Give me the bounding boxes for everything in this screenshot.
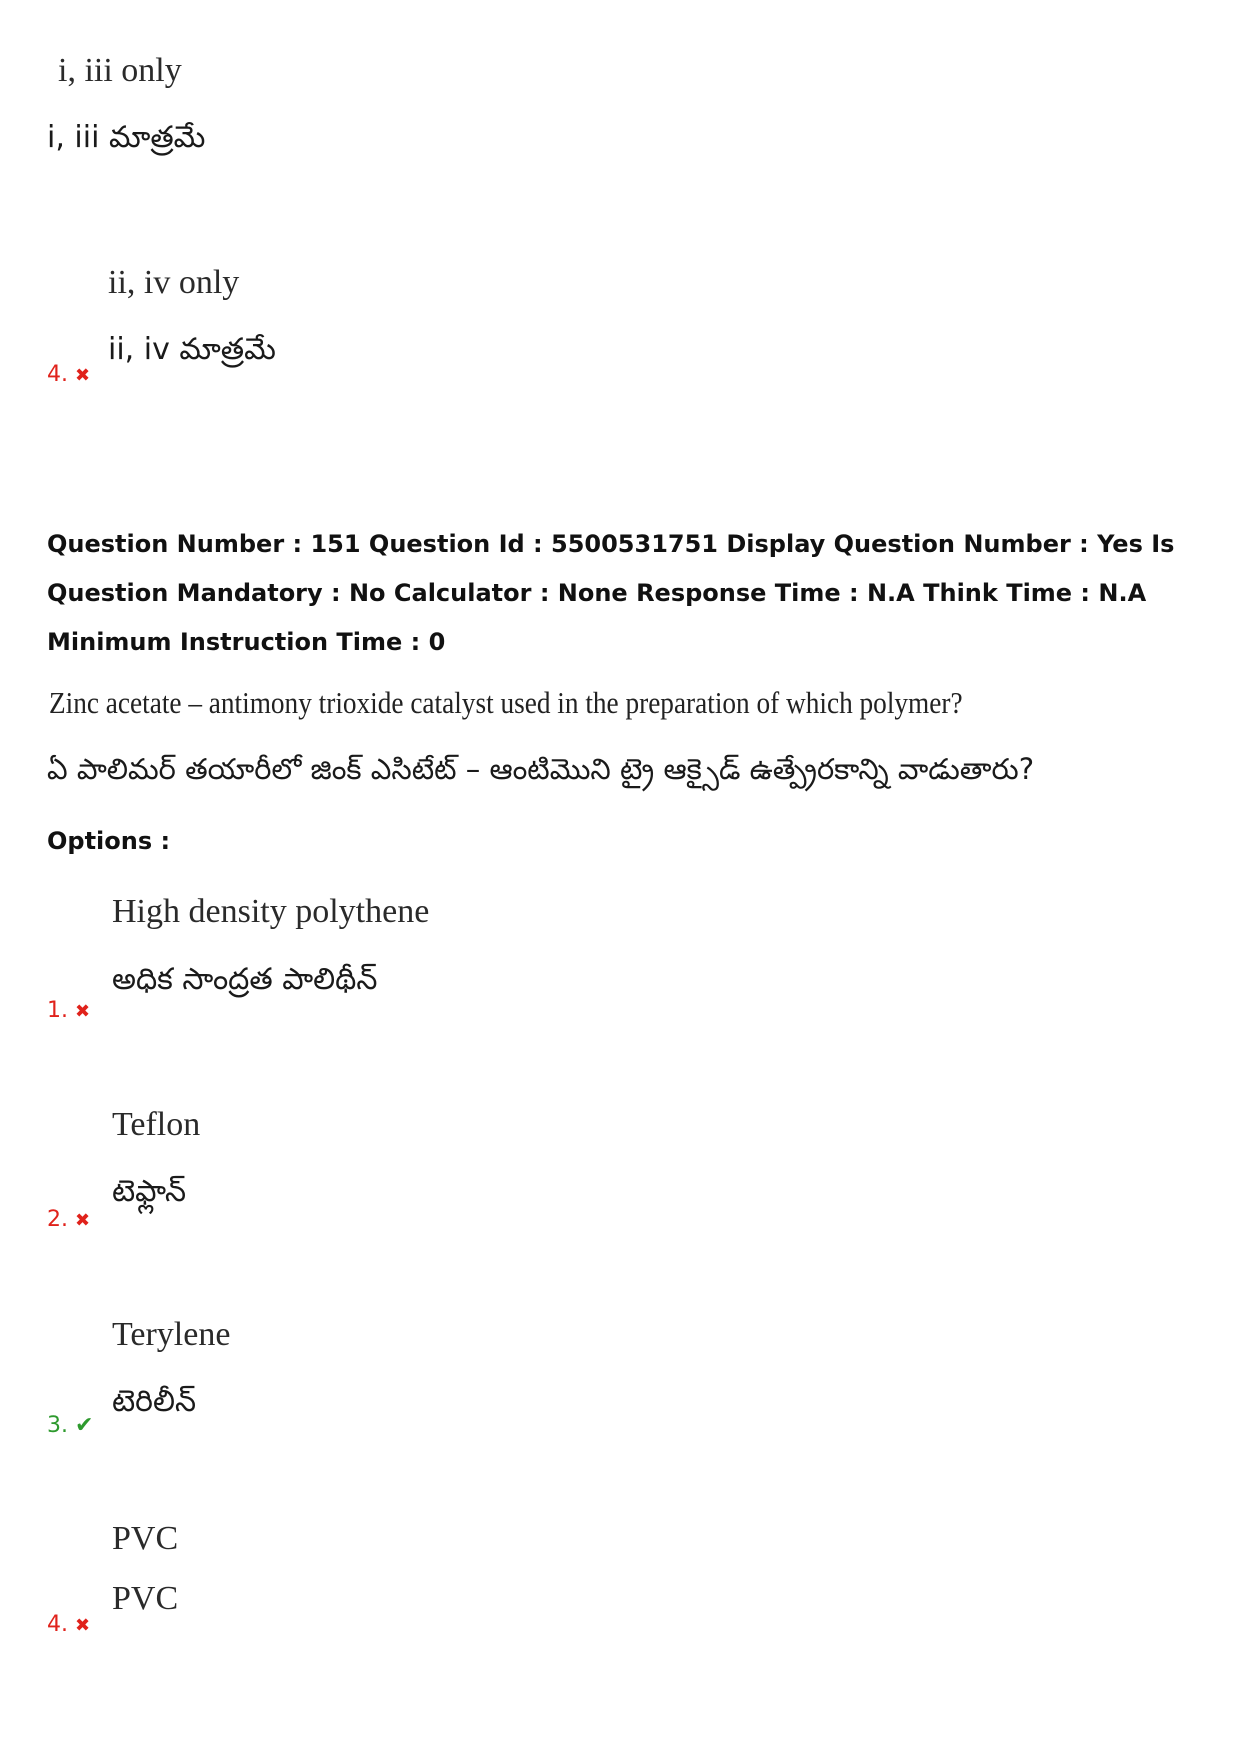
option-number: 3. <box>47 1413 68 1438</box>
options-label: Options : <box>47 827 171 855</box>
option2-en: Teflon <box>112 1106 201 1143</box>
prev-option3-te: i, iii మాత్రమే <box>47 120 206 155</box>
option2-marker <box>47 1207 90 1232</box>
check-icon: ✔ <box>75 1413 94 1438</box>
cross-icon: ✖ <box>75 1615 91 1636</box>
option-number: 1. <box>47 998 68 1023</box>
option3-te: టెరిలీన్ <box>112 1384 196 1419</box>
question-meta: Question Number : 151 Question Id : 5500531751 Display Question Number : Yes Is Question Mandatory : No Calculator : None Response Time : N.A Think Time : N.A Minimum Instruction Time : 0 <box>47 530 1175 656</box>
prev-option4-te: ii, iv మాత్రమే <box>108 332 276 367</box>
option1-te: అధిక సాంద్రత పాలిథీన్ <box>112 962 378 997</box>
cross-icon: ✖ <box>75 1001 91 1022</box>
option-number: 4. <box>47 362 68 387</box>
option1-en: High density polythene <box>112 893 430 930</box>
prev-option3-en: i, iii only <box>58 52 182 89</box>
option2-te: టెఫ్లాన్ <box>112 1174 187 1209</box>
option3-marker <box>47 1413 93 1438</box>
question-text-en: Zinc acetate – antimony trioxide catalyst used in the preparation of which polymer? <box>49 685 963 720</box>
option3-en: Terylene <box>112 1316 231 1353</box>
cross-icon: ✖ <box>75 365 91 386</box>
option-number: 2. <box>47 1207 68 1232</box>
option4-marker <box>47 1612 90 1637</box>
prev-option4-en: ii, iv only <box>108 264 240 301</box>
option4-te: PVC <box>112 1580 179 1617</box>
cross-icon: ✖ <box>75 1210 91 1231</box>
question-text-te: ఏ పాలిమర్ తయారీలో జింక్ ఎసిటేట్ – ఆంటిమొని ట్రై ఆక్సైడ్ ఉత్ప్రేరకాన్ని వాడుతారు? <box>47 752 1035 786</box>
option1-marker <box>47 998 90 1023</box>
option4-en: PVC <box>112 1520 179 1557</box>
option-number: 4. <box>47 1612 68 1637</box>
prev-option4-marker <box>47 362 90 387</box>
